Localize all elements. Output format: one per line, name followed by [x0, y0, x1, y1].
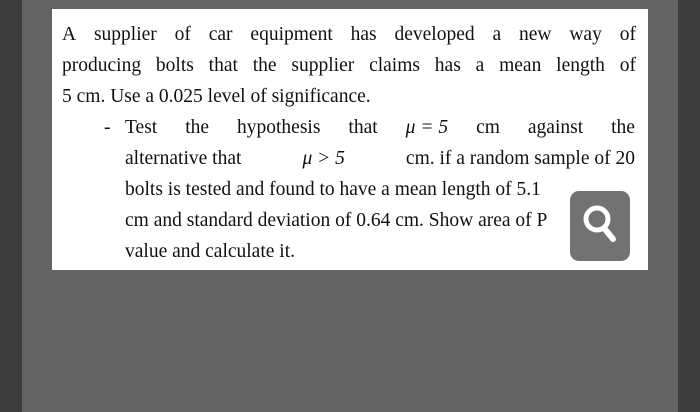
word: car [208, 24, 233, 45]
word: mean [499, 55, 542, 76]
word: a [475, 55, 485, 76]
bullet-line-5: value and calculate it. [125, 241, 295, 262]
word: A [62, 24, 77, 45]
bullet-line-1 [125, 112, 635, 143]
word: way [569, 24, 602, 45]
bullet-line-3: bolts is tested and found to have a mean length of 5.1 [125, 179, 541, 200]
word: the [611, 117, 635, 138]
word: of [619, 24, 636, 45]
bullet-line-2 [125, 143, 635, 174]
word: claims [369, 55, 420, 76]
word: producing [62, 55, 142, 76]
word: bolts [155, 55, 194, 76]
intro-line-1 [62, 19, 636, 50]
word: hypothesis [237, 117, 321, 138]
intro-line-3: 5 cm. Use a 0.025 level of significance. [62, 86, 371, 107]
left-frame-border [0, 0, 22, 412]
text-segment: cm. if a random sample of 20 [405, 148, 635, 169]
word: that [208, 55, 238, 76]
word: the [252, 55, 277, 76]
bullet-line-4: cm and standard deviation of 0.64 cm. Show area of P [125, 210, 548, 231]
search-icon [580, 202, 620, 251]
alternative-hypothesis-expression: μ > 5 [302, 148, 345, 169]
word: supplier [93, 24, 157, 45]
word: cm [476, 117, 500, 138]
word: Test [125, 117, 158, 138]
null-hypothesis-expression: μ = 5 [405, 117, 449, 138]
text-segment: alternative that [125, 148, 242, 169]
right-frame-border [678, 0, 700, 412]
question-panel [52, 9, 648, 270]
bullet-dash: - [104, 117, 111, 138]
word: has [350, 24, 377, 45]
word: equipment [250, 24, 333, 45]
intro-line-2 [62, 50, 636, 81]
word: has [434, 55, 461, 76]
word: that [348, 117, 378, 138]
word: a [492, 24, 502, 45]
word: supplier [291, 55, 355, 76]
word: the [185, 117, 210, 138]
word: developed [394, 24, 475, 45]
word: length [556, 55, 605, 76]
word: against [527, 117, 584, 138]
word: of [619, 55, 636, 76]
zoom-search-button[interactable] [570, 191, 630, 261]
bullet-item [62, 112, 638, 267]
word: new [518, 24, 552, 45]
word: of [174, 24, 191, 45]
